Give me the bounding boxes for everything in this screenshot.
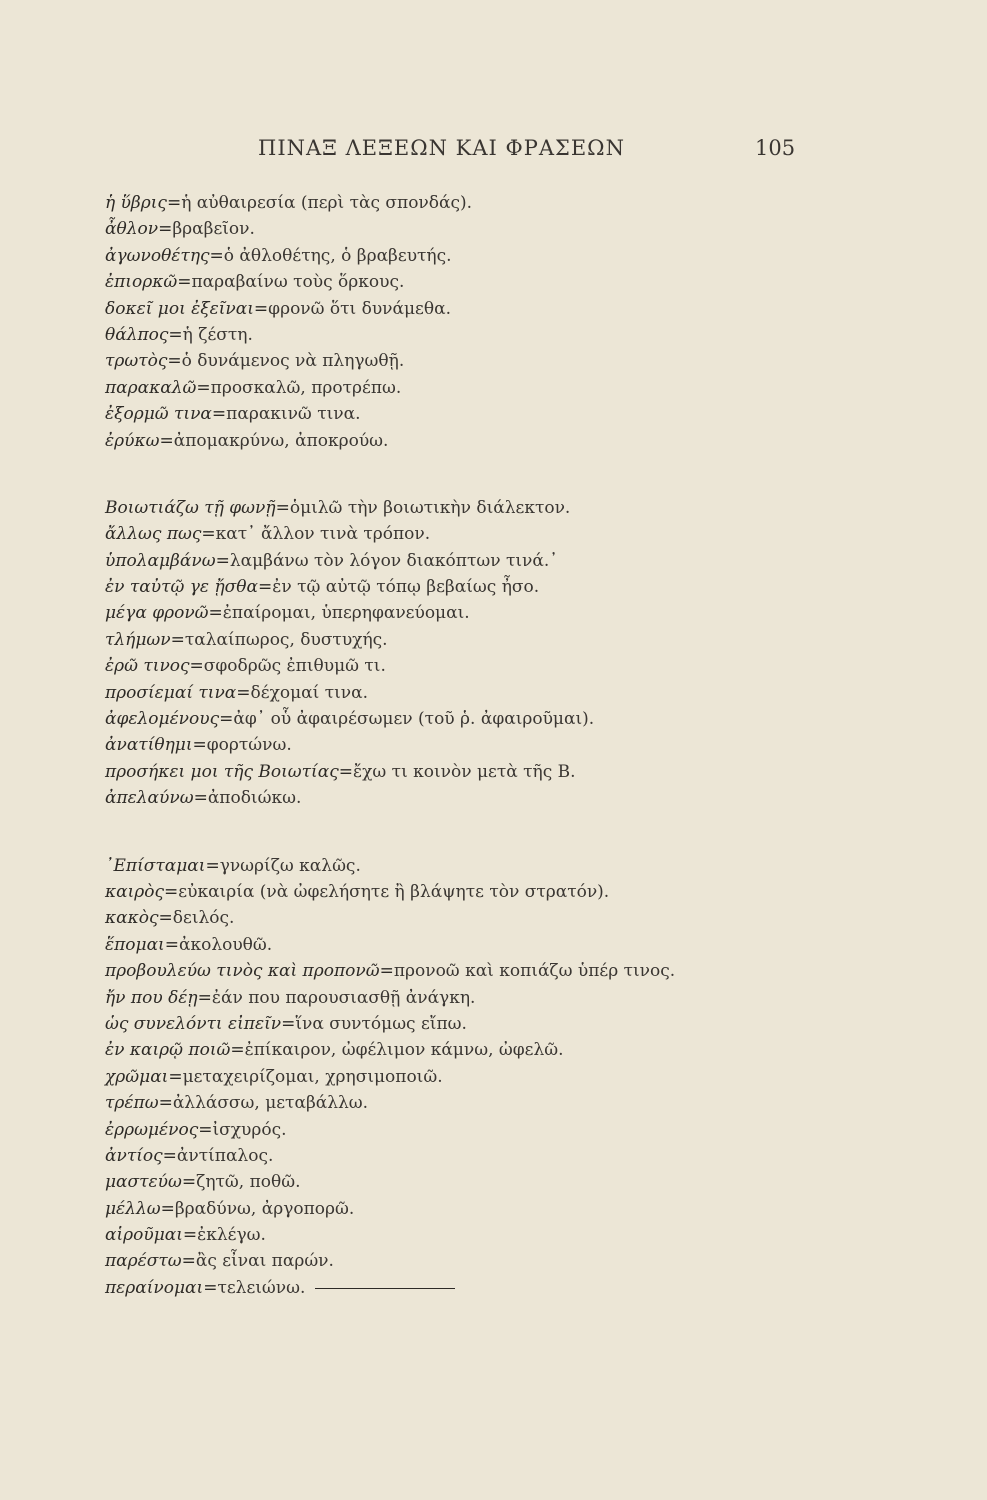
glossary-entry xyxy=(105,548,785,574)
glossary-entry xyxy=(105,401,785,427)
entry-term: ἐρῶ τινος xyxy=(105,656,190,677)
equals-sign: = xyxy=(211,404,227,425)
glossary-entry xyxy=(105,574,785,600)
entry-term: προβουλεύω τινὸς καὶ προπονῶ xyxy=(105,961,380,982)
equals-sign: = xyxy=(205,855,220,876)
equals-sign: = xyxy=(164,881,179,902)
entry-term: ἀντίος xyxy=(105,1145,163,1166)
running-title: ΠΙΝΑΞ ΛΕΞΕΩΝ ΚΑΙ ΦΡΑΣΕΩΝ xyxy=(258,136,625,160)
entry-term: ἐν καιρῷ ποιῶ xyxy=(105,1040,231,1061)
entry-definition: ἔχω τι κοινὸν μετὰ τῆς Β. xyxy=(352,761,576,782)
glossary-entry xyxy=(105,600,785,626)
equals-sign: = xyxy=(379,961,394,982)
entry-term: τλήμων xyxy=(105,629,171,650)
glossary-entry xyxy=(105,879,785,905)
entry-definition: ἀφ᾽ οὗ ἀφαιρέσωμεν (τοῦ ῥ. ἀφαιροῦμαι). xyxy=(233,709,595,730)
entry-definition: εὐκαιρία (νὰ ὠφελήσητε ἢ βλάψητε τὸν στρατόν). xyxy=(178,881,610,902)
glossary-entry xyxy=(105,653,785,679)
glossary-group xyxy=(105,853,785,1302)
equals-sign: = xyxy=(338,761,353,782)
equals-sign: = xyxy=(253,298,269,319)
entry-term: δοκεῖ μοι ἐξεῖναι xyxy=(105,298,254,319)
entry-definition: ἀντίπαλος. xyxy=(176,1145,274,1166)
entry-term: ᾽Επίσταμαι xyxy=(105,855,206,876)
entry-term: ἀπελαύνω xyxy=(105,788,194,809)
glossary-entry xyxy=(105,495,785,521)
equals-sign: = xyxy=(168,1066,183,1087)
glossary-entry xyxy=(105,680,785,706)
entry-term: ἀφελομένους xyxy=(105,709,220,730)
glossary-entry xyxy=(105,375,785,401)
glossary-entry xyxy=(105,1275,785,1301)
entry-definition: ἐάν που παρουσιασθῇ ἀνάγκη. xyxy=(211,987,476,1008)
equals-sign: = xyxy=(192,735,207,756)
entry-definition: γνωρίζω καλῶς. xyxy=(219,855,361,876)
entry-definition: ἀποδιώκω. xyxy=(207,788,302,809)
entry-term: μέλλω xyxy=(105,1198,161,1219)
page-header xyxy=(0,136,987,176)
entry-term: ἐπιορκῶ xyxy=(105,272,178,293)
equals-sign: = xyxy=(275,497,290,518)
glossary-entry xyxy=(105,1169,785,1195)
equals-sign: = xyxy=(162,1145,177,1166)
entry-term: τρωτὸς xyxy=(105,351,168,372)
entry-definition: βραβεῖον. xyxy=(172,219,255,240)
entry-term: περαίνομαι xyxy=(105,1277,204,1298)
glossary-group xyxy=(105,495,785,812)
entry-definition: τελειώνω. xyxy=(217,1277,306,1298)
entry-definition: ὁ ἀθλοθέτης, ὁ βραβευτής. xyxy=(223,245,452,266)
equals-sign: = xyxy=(181,1251,196,1272)
glossary-entry xyxy=(105,706,785,732)
entry-term: ἆθλον xyxy=(105,219,159,240)
equals-sign: = xyxy=(208,603,223,624)
equals-sign: = xyxy=(203,1277,218,1298)
glossary-entry xyxy=(105,1143,785,1169)
equals-sign: = xyxy=(189,656,204,677)
equals-sign: = xyxy=(158,219,173,240)
entry-term: ἐν ταὐτῷ γε ᾔσθα xyxy=(105,577,258,598)
glossary-entry xyxy=(105,958,785,984)
entry-definition: ἵνα συντόμως εἴπω. xyxy=(295,1013,467,1034)
equals-sign: = xyxy=(219,709,234,730)
glossary-entry xyxy=(105,348,785,374)
end-rule xyxy=(315,1288,455,1290)
equals-sign: = xyxy=(193,788,208,809)
entry-term: ἡ ὕβρις xyxy=(105,193,167,213)
glossary-entry xyxy=(105,1011,785,1037)
equals-sign: = xyxy=(230,1040,245,1061)
entry-definition: φορτώνω. xyxy=(206,735,292,756)
entry-definition: λαμβάνω τὸν λόγον διακόπτων τινά.᾽ xyxy=(229,550,558,571)
entry-term: ἐξορμῶ τινα xyxy=(105,404,212,425)
entry-term: παρακαλῶ xyxy=(105,377,197,398)
entry-term: ἄλλως πως xyxy=(105,524,202,545)
equals-sign: = xyxy=(196,377,211,398)
entry-definition: κατ᾽ ἄλλον τινὰ τρόπον. xyxy=(215,524,431,545)
entry-definition: ταλαίπωρος, δυστυχής. xyxy=(184,629,388,650)
entry-term: ἕπομαι xyxy=(105,934,165,955)
entry-term: χρῶμαι xyxy=(105,1066,169,1087)
equals-sign: = xyxy=(182,1225,198,1246)
glossary-entry xyxy=(105,1037,785,1063)
entry-definition: ἐπαίρομαι, ὑπερηφανεύομαι. xyxy=(222,603,470,624)
entry-term: κακὸς xyxy=(105,908,159,929)
entry-term: ἀνατίθημι xyxy=(105,735,193,756)
entry-definition: ἐπίκαιρον, ὠφέλιμον κάμνω, ὠφελῶ. xyxy=(244,1040,564,1061)
glossary-entry xyxy=(105,1117,785,1143)
entry-definition: ἀλλάσσω, μεταβάλλω. xyxy=(172,1093,369,1114)
entry-term: τρέπω xyxy=(105,1093,159,1114)
glossary-entry xyxy=(105,1196,785,1222)
entry-definition: παρακινῶ τινα. xyxy=(226,404,361,425)
equals-sign: = xyxy=(164,934,179,955)
entry-definition: βραδύνω, ἀργοπορῶ. xyxy=(174,1198,355,1219)
entry-term: ὑπολαμβάνω xyxy=(105,550,216,571)
equals-sign: = xyxy=(158,1093,173,1114)
glossary-list xyxy=(105,190,785,1301)
equals-sign: = xyxy=(181,1172,197,1193)
equals-sign: = xyxy=(177,272,192,293)
entry-term: Βοιωτιάζω τῇ φωνῇ xyxy=(105,497,276,518)
equals-sign: = xyxy=(281,1013,296,1034)
page-number: 105 xyxy=(755,136,796,160)
entry-definition: ἀκολουθῶ. xyxy=(178,934,273,955)
equals-sign: = xyxy=(170,629,185,650)
entry-definition: σφοδρῶς ἐπιθυμῶ τι. xyxy=(203,656,386,677)
entry-term: ὡς συνελόντι εἰπεῖν xyxy=(105,1013,282,1034)
entry-definition: ἰσχυρός. xyxy=(212,1119,287,1140)
entry-definition: ἂς εἶναι παρών. xyxy=(195,1251,334,1272)
glossary-entry xyxy=(105,269,785,295)
equals-sign: = xyxy=(166,193,182,213)
equals-sign: = xyxy=(159,430,174,451)
entry-term: ἤν που δέῃ xyxy=(105,987,198,1008)
glossary-entry xyxy=(105,853,785,879)
entry-definition: ἡ ζέστη. xyxy=(182,324,253,345)
equals-sign: = xyxy=(215,550,230,571)
equals-sign: = xyxy=(158,908,173,929)
entry-term: ἐρύκω xyxy=(105,430,160,451)
glossary-entry xyxy=(105,732,785,758)
equals-sign: = xyxy=(257,577,273,598)
equals-sign: = xyxy=(236,682,251,703)
entry-definition: ἐν τῷ αὐτῷ τόπῳ βεβαίως ἦσο. xyxy=(272,577,540,598)
equals-sign: = xyxy=(160,1198,175,1219)
glossary-entry xyxy=(105,322,785,348)
entry-term: παρέστω xyxy=(105,1251,182,1272)
entry-definition: προνοῶ καὶ κοπιάζω ὑπέρ τινος. xyxy=(393,961,676,982)
entry-term: προσίεμαί τινα xyxy=(105,682,237,703)
glossary-entry xyxy=(105,1248,785,1274)
entry-term: προσήκει μοι τῆς Βοιωτίας xyxy=(105,761,339,782)
glossary-entry xyxy=(105,932,785,958)
entry-term: αἱροῦμαι xyxy=(105,1225,183,1246)
glossary-entry xyxy=(105,1090,785,1116)
entry-term: θάλπος xyxy=(105,324,169,345)
entry-definition: προσκαλῶ, προτρέπω. xyxy=(210,377,402,398)
glossary-entry xyxy=(105,216,785,242)
entry-term: μαστεύω xyxy=(105,1172,182,1193)
glossary-entry xyxy=(105,243,785,269)
glossary-entry xyxy=(105,1064,785,1090)
entry-definition: παραβαίνω τοὺς ὅρκους. xyxy=(191,272,405,293)
entry-definition: μεταχειρίζομαι, χρησιμοποιῶ. xyxy=(182,1066,443,1087)
entry-definition: δειλός. xyxy=(172,908,235,929)
equals-sign: = xyxy=(198,1119,213,1140)
equals-sign: = xyxy=(167,351,182,372)
entry-definition: ὁμιλῶ τὴν βοιωτικὴν διάλεκτον. xyxy=(289,497,571,518)
glossary-entry xyxy=(105,785,785,811)
glossary-entry xyxy=(105,759,785,785)
glossary-entry xyxy=(105,985,785,1011)
entry-term: ἐρρωμένος xyxy=(105,1119,199,1140)
glossary-entry xyxy=(105,627,785,653)
equals-sign: = xyxy=(209,245,224,266)
equals-sign: = xyxy=(168,324,183,345)
equals-sign: = xyxy=(197,987,212,1008)
entry-definition: φρονῶ ὅτι δυνάμεθα. xyxy=(268,298,451,319)
entry-term: καιρὸς xyxy=(105,881,165,902)
entry-definition: ὁ δυνάμενος νὰ πληγωθῇ. xyxy=(181,351,405,372)
entry-definition: ἀπομακρύνω, ἀποκρούω. xyxy=(173,430,389,451)
glossary-entry xyxy=(105,296,785,322)
glossary-entry xyxy=(105,1222,785,1248)
entry-term: ἀγωνοθέτης xyxy=(105,245,210,266)
glossary-entry xyxy=(105,190,785,216)
glossary-entry xyxy=(105,521,785,547)
glossary-entry xyxy=(105,905,785,931)
glossary-group xyxy=(105,190,785,454)
entry-term: μέγα φρονῶ xyxy=(105,603,209,624)
entry-definition: ἐκλέγω. xyxy=(197,1225,266,1246)
entry-definition: ἡ αὐθαιρεσία (περὶ τὰς σπονδάς). xyxy=(181,193,473,213)
glossary-entry xyxy=(105,428,785,454)
entry-definition: δέχομαί τινα. xyxy=(250,682,368,703)
equals-sign: = xyxy=(201,524,216,545)
entry-definition: ζητῶ, ποθῶ. xyxy=(196,1172,301,1193)
